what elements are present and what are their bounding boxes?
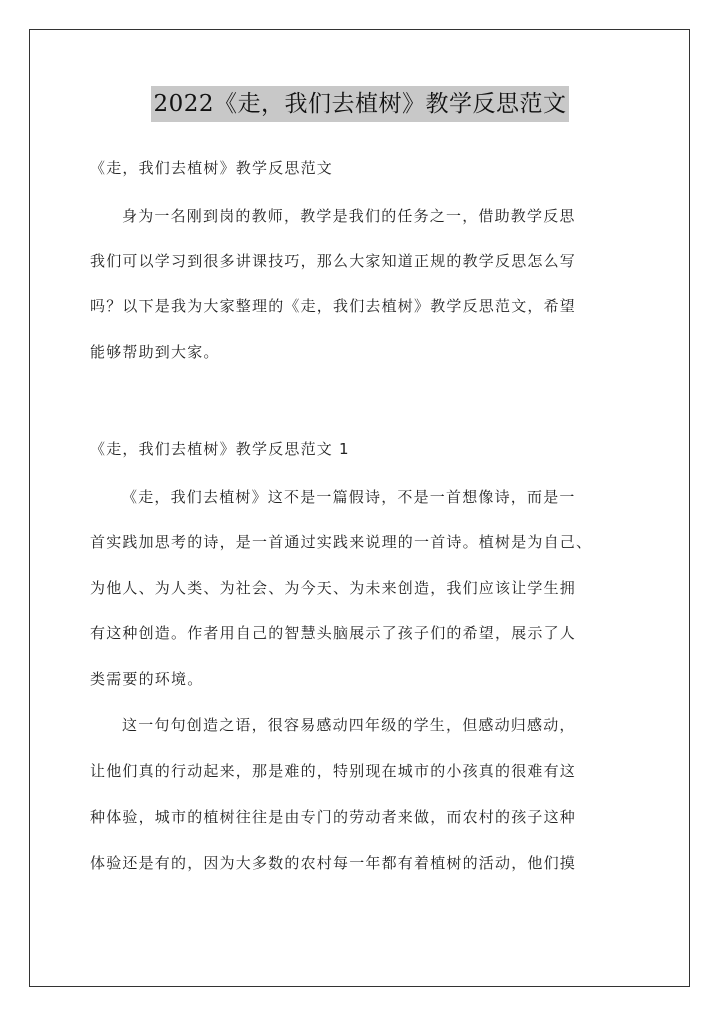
paragraph2-line-2: 让他们真的行动起来，那是难的，特别现在城市的小孩真的很难有这 [90,762,577,780]
paragraph1-line-4: 有这种创造。作者用自己的智慧头脑展示了孩子们的希望，展示了人 [90,624,577,642]
paragraph2-line-4: 体验还是有的，因为大多数的农村每一年都有着植树的活动，他们摸 [90,854,577,872]
subtitle: 《走，我们去植树》教学反思范文 [90,159,334,177]
intro-line-1: 身为一名刚到岗的教师，教学是我们的任务之一，借助教学反思 [122,207,576,225]
paragraph1-line-3: 为他人、为人类、为社会、为今天、为未来创造，我们应该让学生拥 [90,579,577,597]
section-heading: 《走，我们去植树》教学反思范文 1 [90,440,350,458]
paragraph1-line-2: 首实践加思考的诗，是一首通过实践来说理的一首诗。植树是为自己、 [90,533,593,551]
paragraph2-line-3: 种体验，城市的植树往往是由专门的劳动者来做，而农村的孩子这种 [90,808,577,826]
paragraph1-line-1: 《走，我们去植树》这不是一篇假诗，不是一首想像诗，而是一 [122,488,576,506]
title-container [0,86,720,122]
paragraph2-line-1: 这一句句创造之语，很容易感动四年级的学生，但感动归感动， [122,716,576,734]
intro-line-2: 我们可以学习到很多讲课技巧，那么大家知道正规的教学反思怎么写 [90,252,577,270]
intro-line-3: 吗？以下是我为大家整理的《走，我们去植树》教学反思范文，希望 [90,297,577,315]
document-title: 2022《走，我们去植树》教学反思范文 [151,86,568,122]
intro-line-4: 能够帮助到大家。 [90,343,220,361]
paragraph1-line-5: 类需要的环境。 [90,670,204,688]
